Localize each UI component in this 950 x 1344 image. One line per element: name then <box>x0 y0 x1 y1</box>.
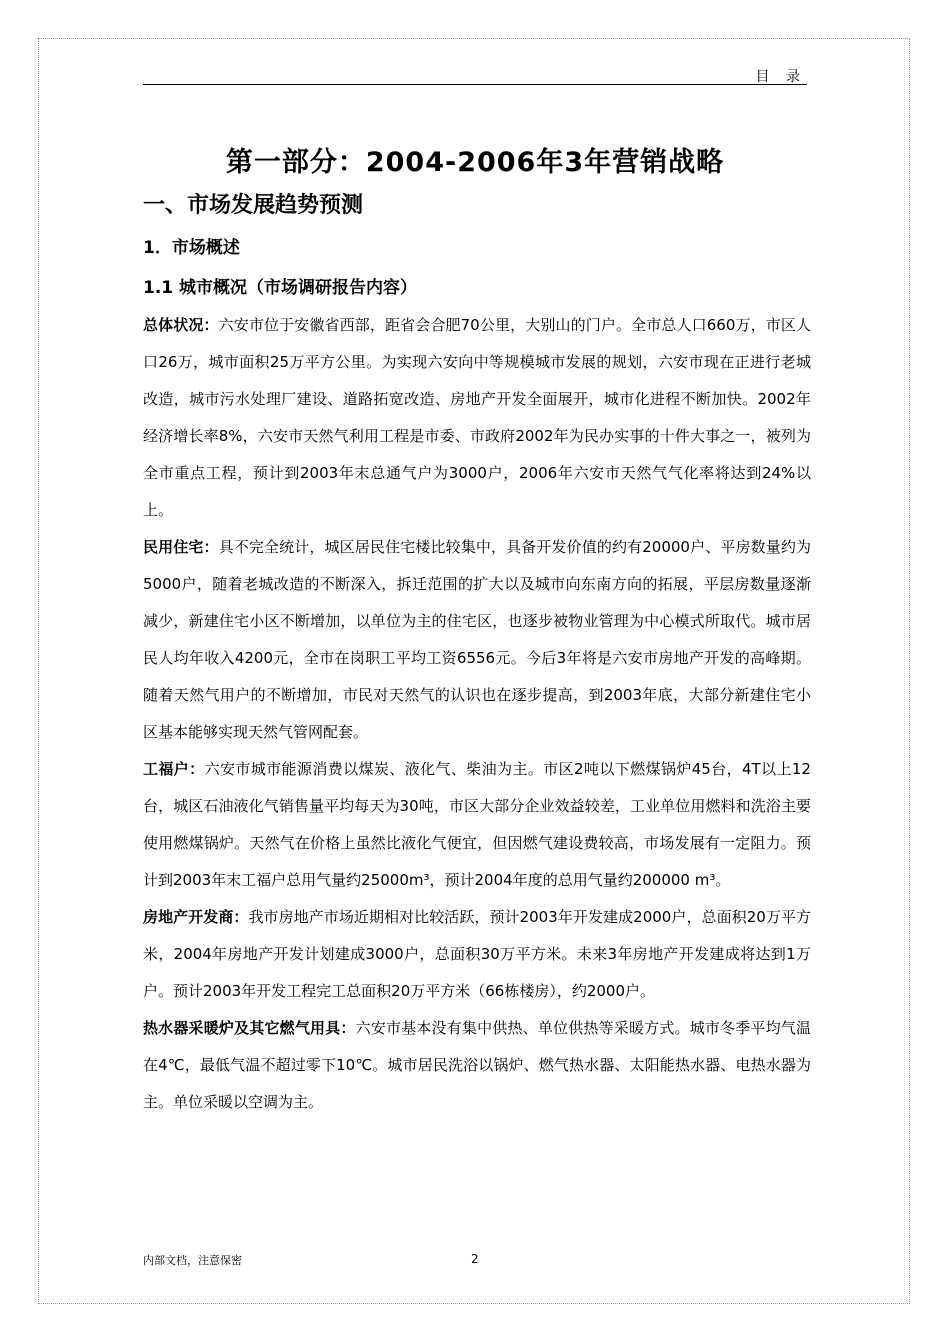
subsection-heading: 1．市场概述 <box>143 238 240 258</box>
paragraph-lead: 房地产开发商： <box>143 908 249 926</box>
paragraph-text: 具不完全统计，城区居民住宅楼比较集中，具备开发价值的约有20000户、平房数量约为5000户，随着老城改造的不断深入，拆迁范围的扩大以及城市向东南方向的拓展，平层房数量逐渐减少，新建住宅小区不断增加，以单位为主的住宅区，也逐步被物业管理为中心模式所取代。城市居民人均年收入4200元，全市在岗职工平均工资6556元。今后3年将是六安市房地产开发的高峰期。随着天然气用户的不断增加，市民对天然气的认识也在逐步提高，到2003年底，大部分新建住宅小区基本能够实现天然气管网配套。 <box>143 538 811 741</box>
paragraph-commercial <box>143 751 811 899</box>
paragraph-lead: 总体状况： <box>143 316 219 334</box>
header-toc-label: 目 录 <box>755 69 806 85</box>
paragraph-text: 六安市基本没有集中供热、单位供热等采暖方式。城市冬季平均气温在4℃，最低气温不超过零下10℃。城市居民洗浴以锅炉、燃气热水器、太阳能热水器、电热水器为主。单位采暖以空调为主。 <box>143 1019 811 1111</box>
paragraph-lead: 热水器采暖炉及其它燃气用具： <box>143 1019 356 1037</box>
paragraph-overall <box>143 307 811 529</box>
header-rule <box>143 84 807 85</box>
paragraph-lead: 民用住宅： <box>143 538 219 556</box>
body-text <box>143 307 811 1121</box>
paragraph-text: 六安市位于安徽省西部，距省会合肥70公里，大别山的门户。全市总人口660万，市区人口26万，城市面积25万平方公里。为实现六安向中等规模城市发展的规划，六安市现在正进行老城改造，城市污水处理厂建设、道路拓宽改造、房地产开发全面展开，城市化进程不断加快。2002年经济增长率8%，六安市天然气利用工程是市委、市政府2002年为民办实事的十件大事之一，被列为全市重点工程，预计到2003年末总通气户为3000户，2006年六安市天然气气化率将达到24%以上。 <box>143 316 811 519</box>
paragraph-lead: 工福户： <box>143 760 205 778</box>
paragraph-text: 我市房地产市场近期相对比较活跃，预计2003年开发建成2000户，总面积20万平方米，2004年房地产开发计划建成3000户，总面积30万平方米。未来3年房地产开发建成将达到1万户。预计2003年开发工程完工总面积20万平方米（66栋楼房），约2000户。 <box>143 908 811 1000</box>
paragraph-residential <box>143 529 811 751</box>
paragraph-developers <box>143 899 811 1010</box>
paragraph-heaters <box>143 1010 811 1121</box>
footer-confidential-note: 内部文档，注意保密 <box>143 1254 242 1267</box>
section-heading: 一、市场发展趋势预测 <box>143 193 364 218</box>
paragraph-text: 六安市城市能源消费以煤炭、液化气、柴油为主。市区2吨以下燃煤锅炉45台，4T以上12台，城区石油液化气销售量平均每天为30吨，市区大部分企业效益较差，工业单位用燃料和洗浴主要使用燃煤锅炉。天然气在价格上虽然比液化气便宜，但因燃气建设费较高，市场发展有一定阻力。预计到2003年末工福户总用气量约25000m³，预计2004年度的总用气量约200000 m³。 <box>143 760 811 889</box>
footer-page-number: 2 <box>471 1252 479 1266</box>
document-title: 第一部分：2004-2006年3年营销战略 <box>225 147 725 178</box>
subsubsection-heading: 1.1 城市概况（市场调研报告内容） <box>143 278 418 298</box>
